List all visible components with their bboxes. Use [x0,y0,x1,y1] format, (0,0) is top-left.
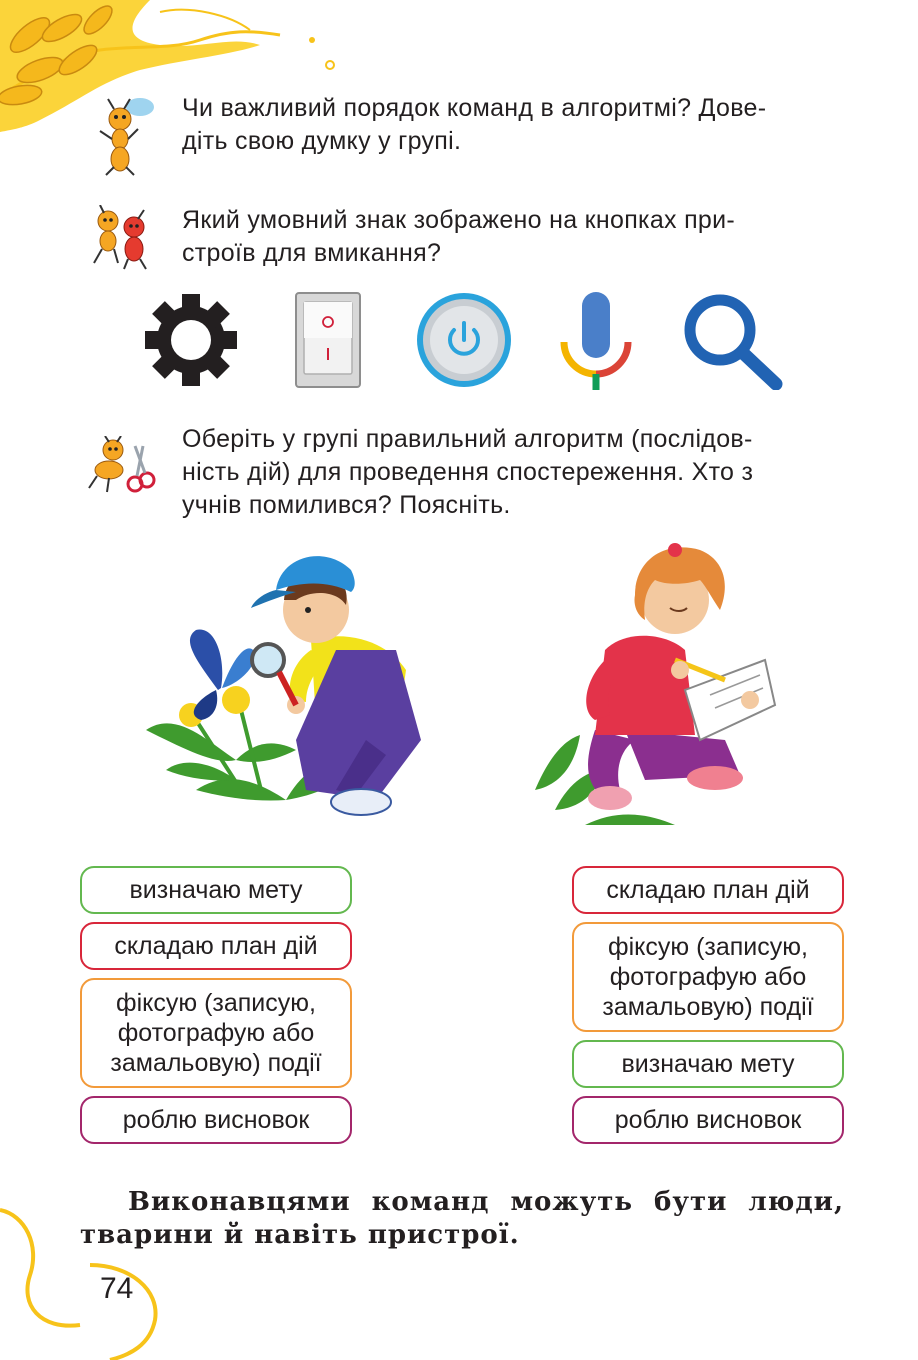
magnifier-icon [680,290,784,390]
power-button-icon [414,290,514,390]
left-step-3-box: фіксую (записую, фотографую або замальовую) події [80,978,352,1088]
right-step-4-box: роблю висновок [572,1096,844,1144]
left-step-2-box: складаю план дій [80,922,352,970]
microphone-icon [556,290,636,392]
toggle-switch-icon [293,290,363,390]
right-step-1-box: складаю план дій [572,866,844,914]
task-1-text: Чи важливий порядок команд в алгоритмі? Дове- діть свою думку у групі. [182,94,767,155]
page-number: 74 [100,1272,134,1305]
task-3-text: Оберіть у групі правильний алгоритм (послідов- ність дій) для проведення спостереження. Хто з учнів помилився? Поясніть. [182,425,754,519]
gear-icon [140,290,242,390]
ant-thinking-icon [92,95,162,177]
left-step-4-box: роблю висновок [80,1096,352,1144]
conclusion-text: Виконавцями команд можуть бути люди, тварини й навіть пристрої. [80,1187,844,1250]
ants-pair-icon [88,205,160,270]
ant-scissors-icon [85,436,157,498]
girl-with-notebook-illustration [525,540,785,830]
right-step-2-box: фіксую (записую, фотографую або замальовую) події [572,922,844,1032]
task-2-text: Який умовний знак зображено на кнопках при- строїв для вмикання? [182,206,735,267]
right-step-3-box: визначаю мету [572,1040,844,1088]
boy-with-magnifier-illustration [136,540,446,820]
left-step-1-box: визначаю мету [80,866,352,914]
